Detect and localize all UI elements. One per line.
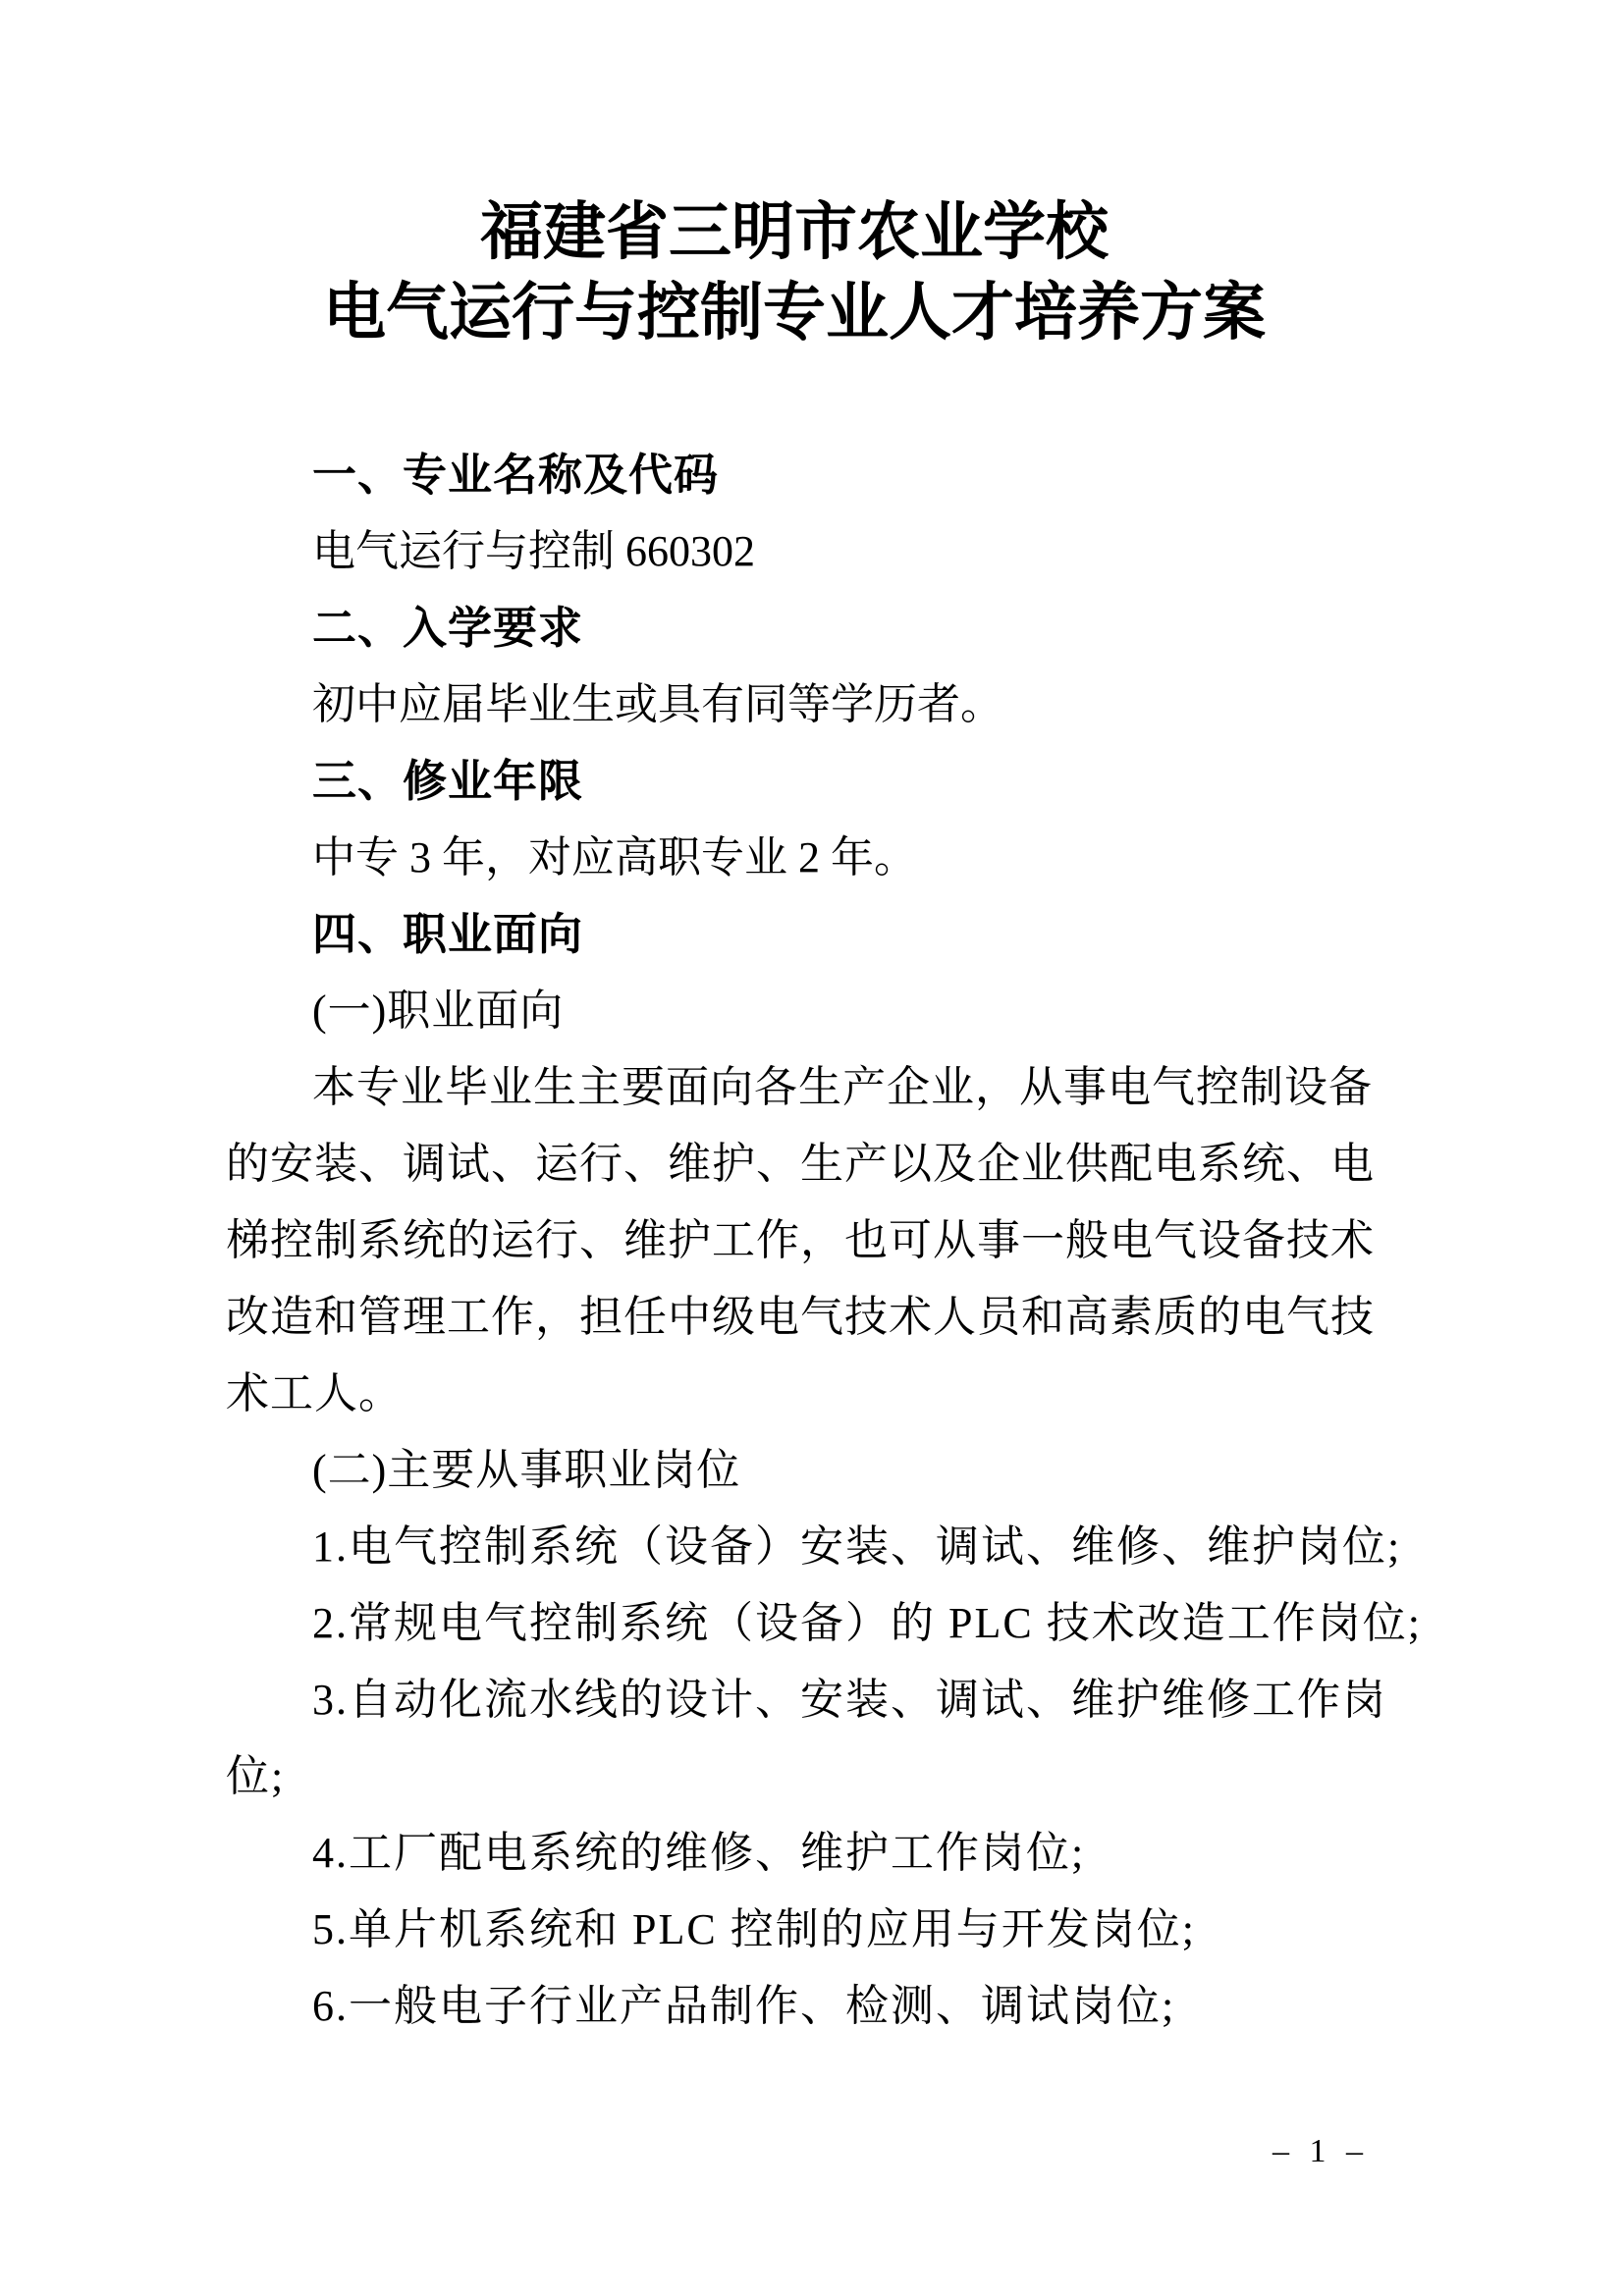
section-1-heading: 一、专业名称及代码 xyxy=(312,450,720,500)
section-4-heading: 四、职业面向 xyxy=(312,909,584,959)
page-number: – 1 – xyxy=(1272,2133,1369,2169)
document-title-line-2: 电气运行与控制专业人才培养方案 xyxy=(323,278,1266,347)
section-4-sub-2-heading: (二)主要从事职业岗位 xyxy=(312,1446,741,1494)
list-item-line: 5.单片机系统和 PLC 控制的应用与开发岗位; xyxy=(312,1905,1196,1953)
section-2-heading: 二、入学要求 xyxy=(312,603,584,653)
section-3-heading: 三、修业年限 xyxy=(312,756,584,806)
list-item-line: 位; xyxy=(226,1752,286,1800)
section-2-body: 初中应届毕业生或具有同等学历者。 xyxy=(312,680,1003,728)
section-4-sub-1-heading: (一)职业面向 xyxy=(312,987,565,1035)
section-1-body: 电气运行与控制 660302 xyxy=(312,527,755,575)
list-item-line: 3.自动化流水线的设计、安装、调试、维护维修工作岗 xyxy=(312,1676,1387,1724)
paragraph-line: 本专业毕业生主要面向各生产企业，从事电气控制设备 xyxy=(312,1063,1373,1111)
list-item-line: 2.常规电气控制系统（设备）的 PLC 技术改造工作岗位; xyxy=(312,1599,1422,1647)
document-title xyxy=(226,192,1363,353)
paragraph-line: 梯控制系统的运行、维护工作，也可从事一般电气设备技术 xyxy=(226,1216,1375,1264)
section-3-body: 中专 3 年，对应高职专业 2 年。 xyxy=(312,833,917,881)
list-item-line: 6.一般电子行业产品制作、检测、调试岗位; xyxy=(312,1982,1176,2030)
paragraph-line: 改造和管理工作，担任中级电气技术人员和高素质的电气技 xyxy=(226,1293,1375,1341)
document-body xyxy=(226,437,1422,2045)
paragraph-line: 术工人。 xyxy=(226,1369,403,1417)
document-title-line-1: 福建省三明市农业学校 xyxy=(480,197,1109,267)
list-item-line: 4.工厂配电系统的维修、维护工作岗位; xyxy=(312,1829,1086,1877)
paragraph-line: 的安装、调试、运行、维护、生产以及企业供配电系统、电 xyxy=(226,1140,1375,1188)
list-item-line: 1.电气控制系统（设备）安装、调试、维修、维护岗位; xyxy=(312,1522,1402,1571)
